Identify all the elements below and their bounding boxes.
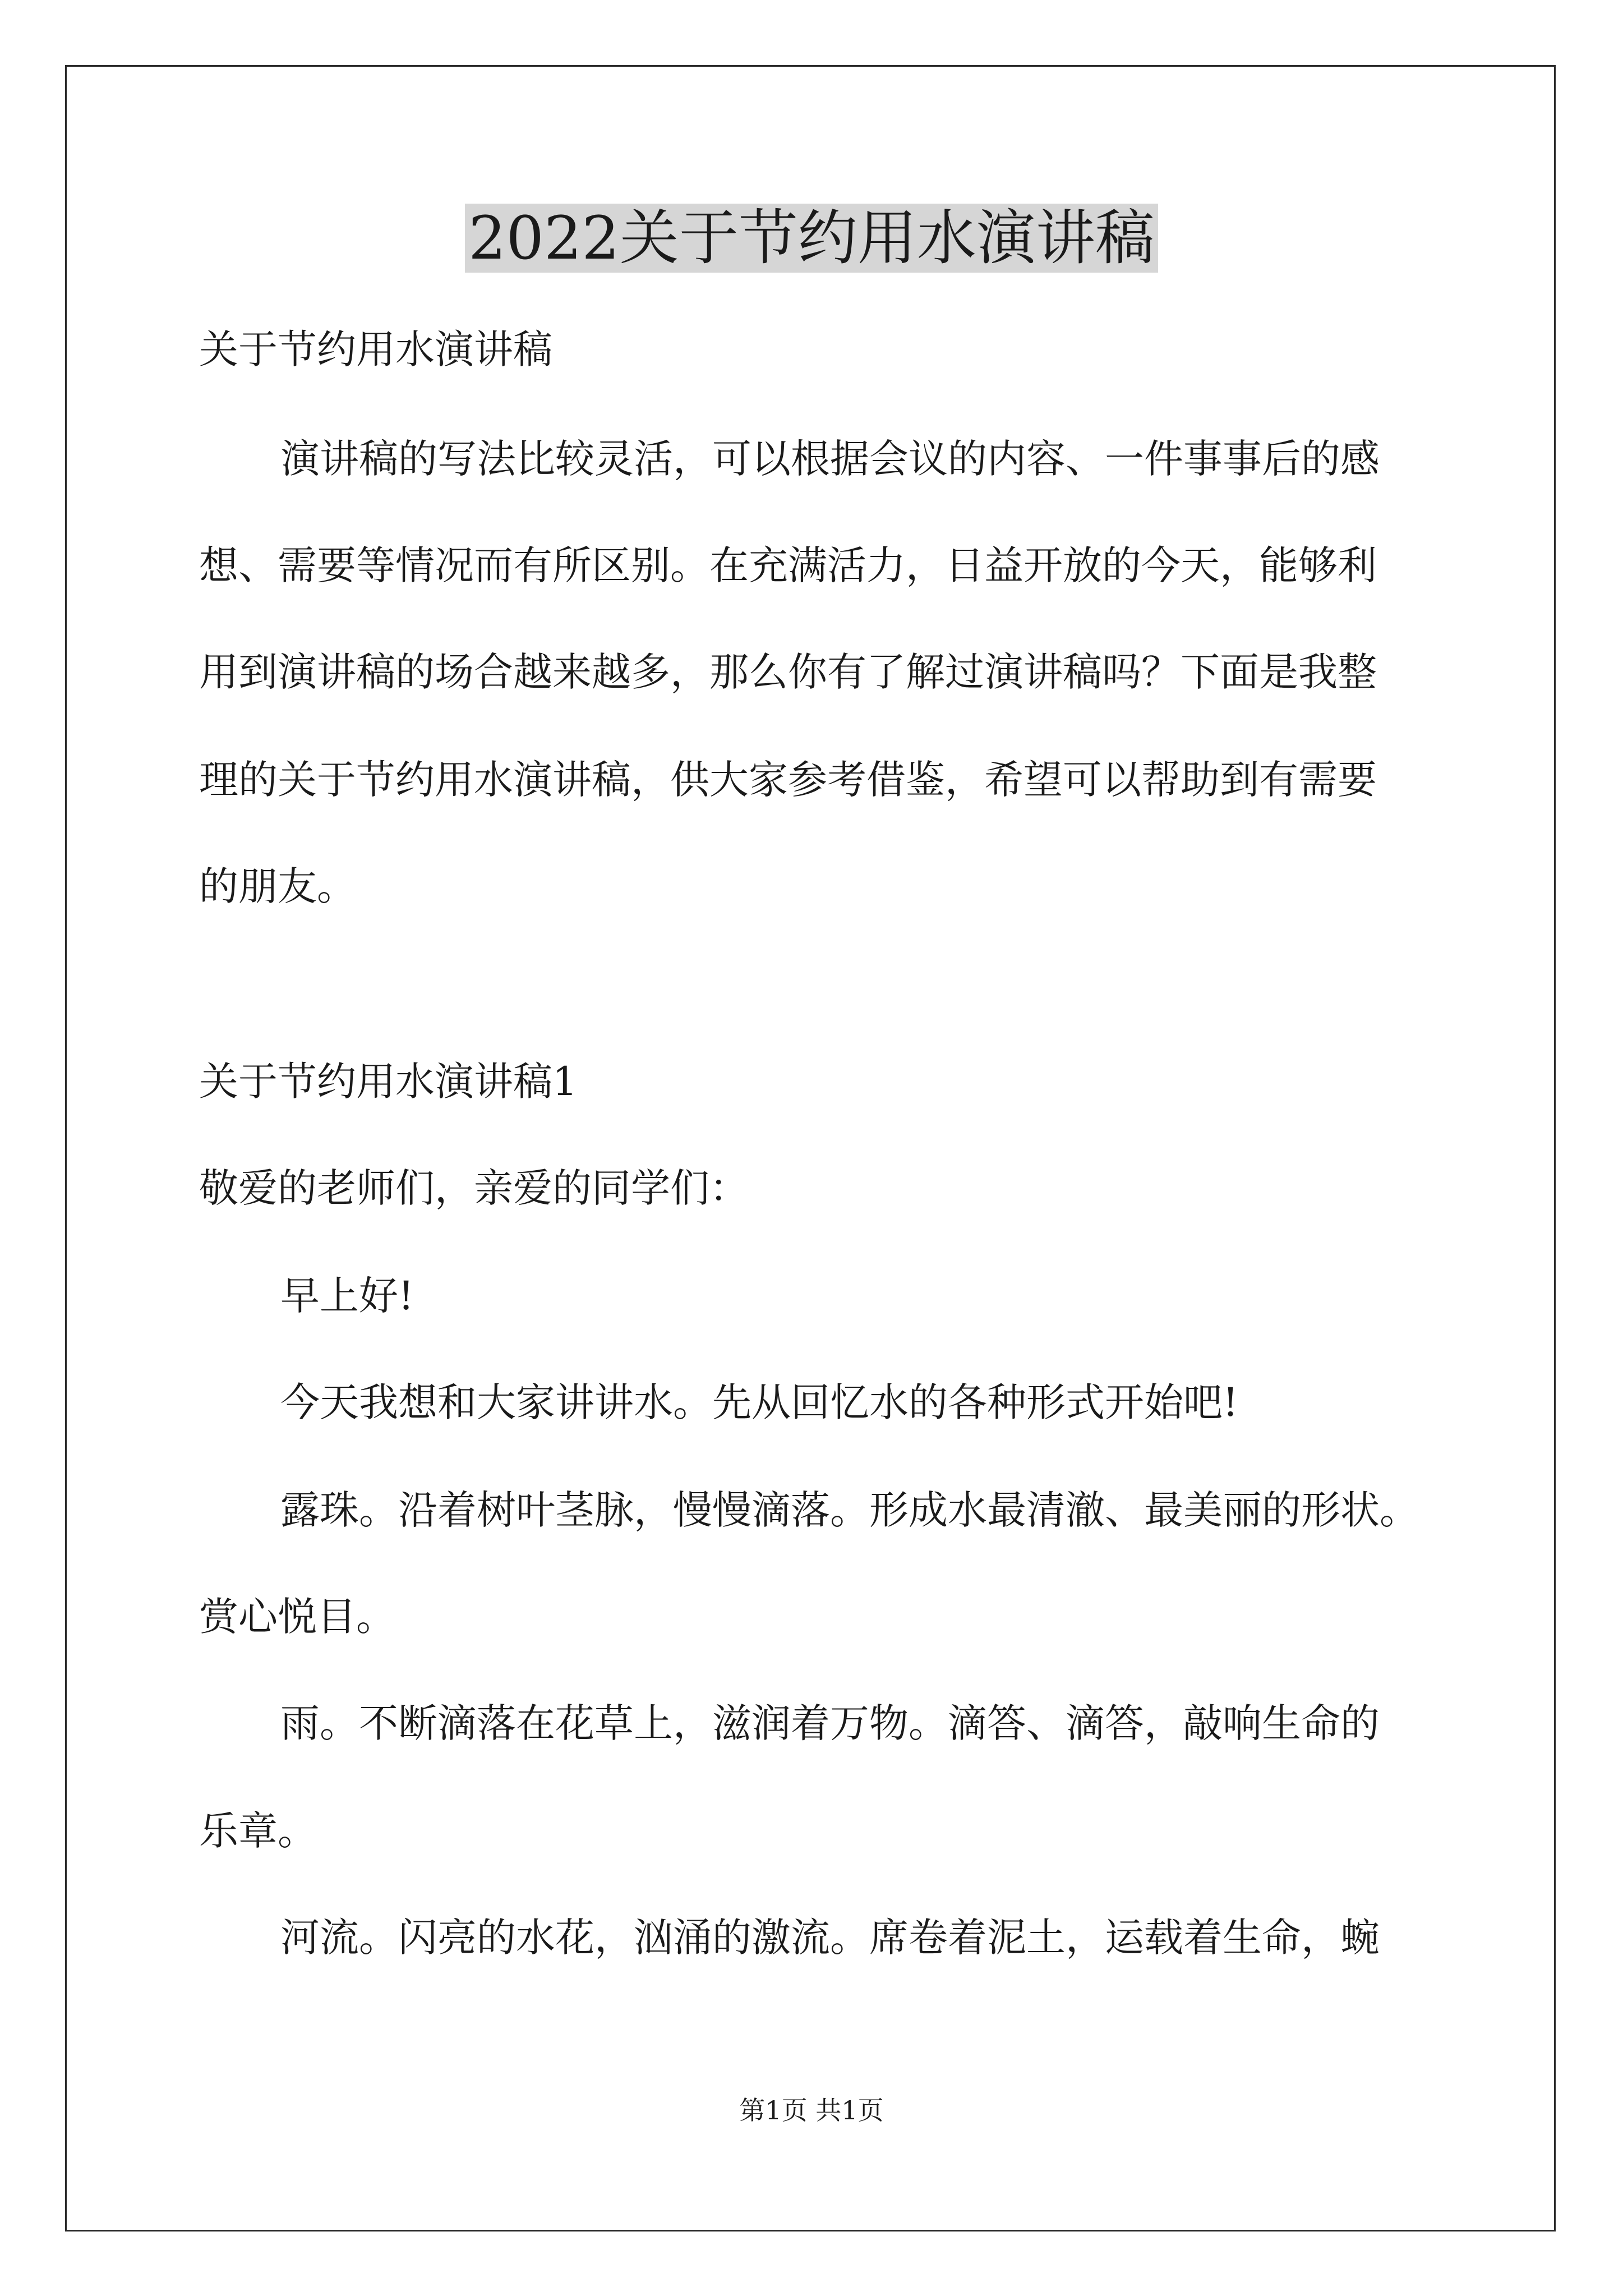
paragraph-line: 河流。闪亮的水花，汹涌的激流。席卷着泥土，运载着生命，蜿 — [280, 1915, 1380, 1961]
paragraph-line: 雨。不断滴落在花草上，滋润着万物。滴答、滴答，敲响生命的 — [280, 1700, 1380, 1746]
page-border — [65, 65, 1556, 2231]
paragraph-line: 的朋友。 — [199, 863, 356, 909]
paragraph-line: 演讲稿的写法比较灵活，可以根据会议的内容、一件事事后的感 — [280, 436, 1380, 482]
paragraph-line: 早上好! — [280, 1273, 414, 1319]
salutation: 敬爱的老师们，亲爱的同学们： — [199, 1165, 749, 1211]
paragraph-line: 乐章。 — [199, 1808, 317, 1854]
document-title — [0, 199, 1623, 278]
section-heading: 关于节约用水演讲稿1 — [199, 1059, 578, 1105]
paragraph-line: 露珠。沿着树叶茎脉，慢慢滴落。形成水最清澈、最美丽的形状。 — [280, 1487, 1419, 1533]
paragraph-line: 今天我想和大家讲讲水。先从回忆水的各种形式开始吧! — [280, 1379, 1239, 1425]
paragraph-line: 用到演讲稿的场合越来越多，那么你有了解过演讲稿吗？下面是我整 — [199, 649, 1377, 695]
paragraph-line: 理的关于节约用水演讲稿，供大家参考借鉴，希望可以帮助到有需要 — [199, 757, 1377, 803]
paragraph-line: 赏心悦目。 — [199, 1594, 395, 1640]
document-title-text: 2022关于节约用水演讲稿 — [465, 204, 1158, 273]
section-heading: 关于节约用水演讲稿 — [199, 326, 552, 372]
paragraph-line: 想、需要等情况而有所区别。在充满活力，日益开放的今天，能够利 — [199, 542, 1377, 588]
page-footer: 第1页 共1页 — [739, 2095, 884, 2125]
